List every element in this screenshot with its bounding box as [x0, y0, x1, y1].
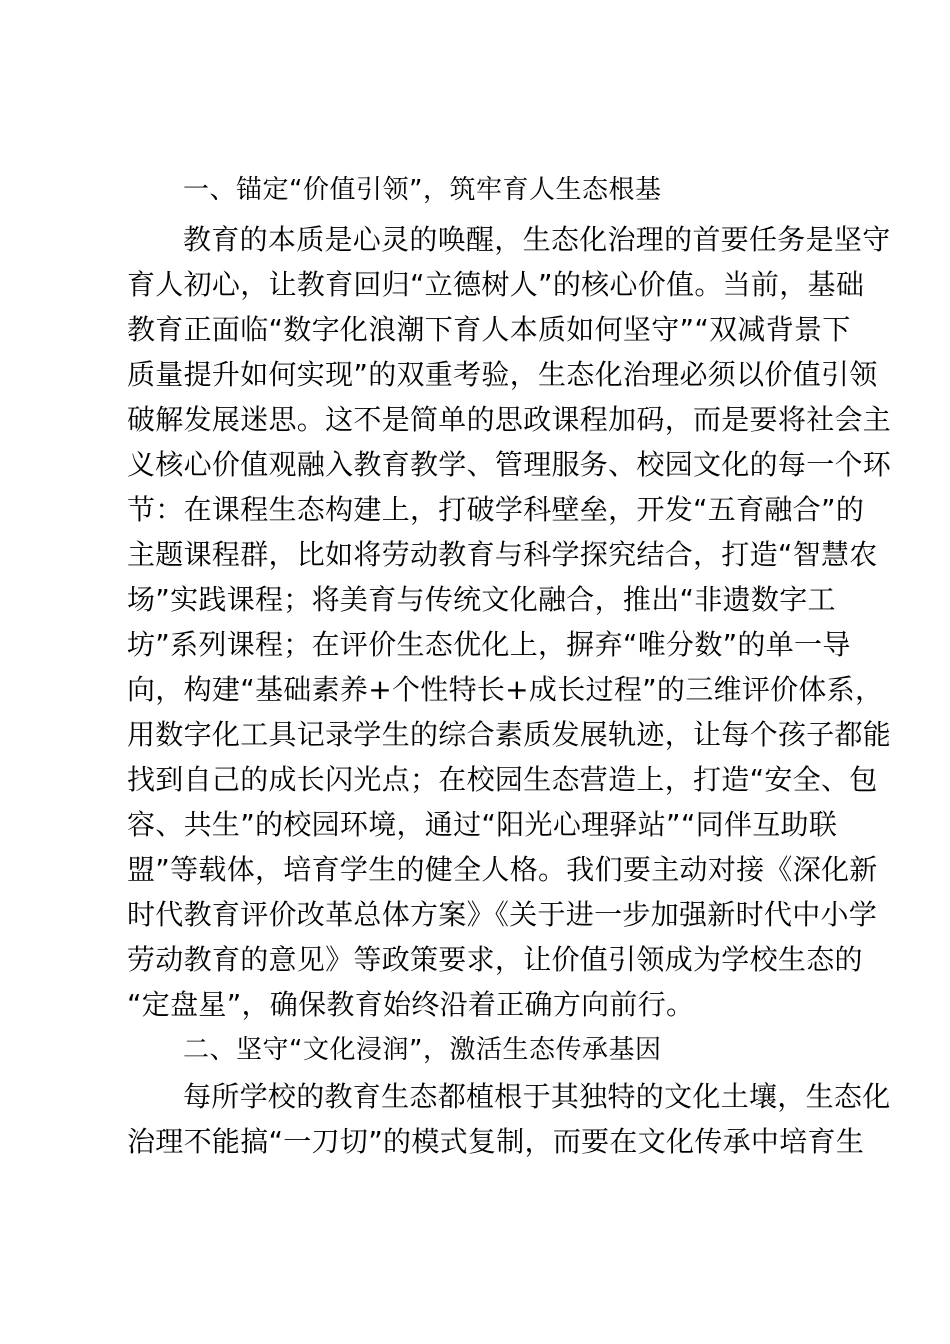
paragraph-line: 破解发展迷思。这不是简单的思政课程加码，而是要将社会主	[127, 403, 892, 436]
paragraph-line: 质量提升如何实现”的双重考验，生态化治理必须以价值引领	[127, 358, 878, 391]
paragraph-line: 盟”等载体，培育学生的健全人格。我们要主动对接《深化新	[127, 853, 878, 886]
paragraph-line: 时代教育评价改革总体方案》《关于进一步加强新时代中小学	[127, 898, 878, 931]
section-heading-1: 一、锚定“价值引领”，筑牢育人生态根基	[183, 175, 662, 205]
paragraph-line: 用数字化工具记录学生的综合素质发展轨迹，让每个孩子都能	[127, 718, 892, 751]
section-heading-2: 二、坚守“文化浸润”，激活生态传承基因	[183, 1035, 662, 1065]
paragraph-line: 教育正面临“数字化浪潮下育人本质如何坚守”“双减背景下	[127, 313, 851, 346]
paragraph-line: 场”实践课程；将美育与传统文化融合，推出“非遗数字工	[127, 583, 836, 616]
paragraph-line: 治理不能搞“一刀切”的模式复制，而要在文化传承中培育生	[127, 1125, 865, 1158]
paragraph-line: 向，构建“基础素养+个性特长+成长过程”的三维评价体系，	[127, 673, 884, 706]
paragraph-line: 坊”系列课程；在评价生态优化上，摒弃“唯分数”的单一导	[127, 628, 851, 661]
paragraph-line: 教育的本质是心灵的唤醒，生态化治理的首要任务是坚守	[183, 223, 891, 256]
paragraph-line: 每所学校的教育生态都植根于其独特的文化土壤，生态化	[183, 1080, 891, 1113]
paragraph-line: 义核心价值观融入教育教学、管理服务、校园文化的每一个环	[127, 448, 892, 481]
paragraph-line: 育人初心，让教育回归“立德树人”的核心价值。当前，基础	[127, 268, 865, 301]
paragraph-line: 找到自己的成长闪光点；在校园生态营造上，打造“安全、包	[127, 763, 878, 796]
paragraph-line: 节：在课程生态构建上，打破学科壁垒，开发“五育融合”的	[127, 493, 865, 526]
paragraph-line: 劳动教育的意见》等政策要求，让价值引领成为学校生态的	[127, 943, 863, 976]
paragraph-line: 容、共生”的校园环境，通过“阳光心理驿站”“同伴互助联	[127, 808, 838, 841]
paragraph-line: 主题课程群，比如将劳动教育与科学探究结合，打造“智慧农	[127, 538, 878, 571]
paragraph-line: “定盘星”，确保教育始终沿着正确方向前行。	[127, 988, 695, 1021]
